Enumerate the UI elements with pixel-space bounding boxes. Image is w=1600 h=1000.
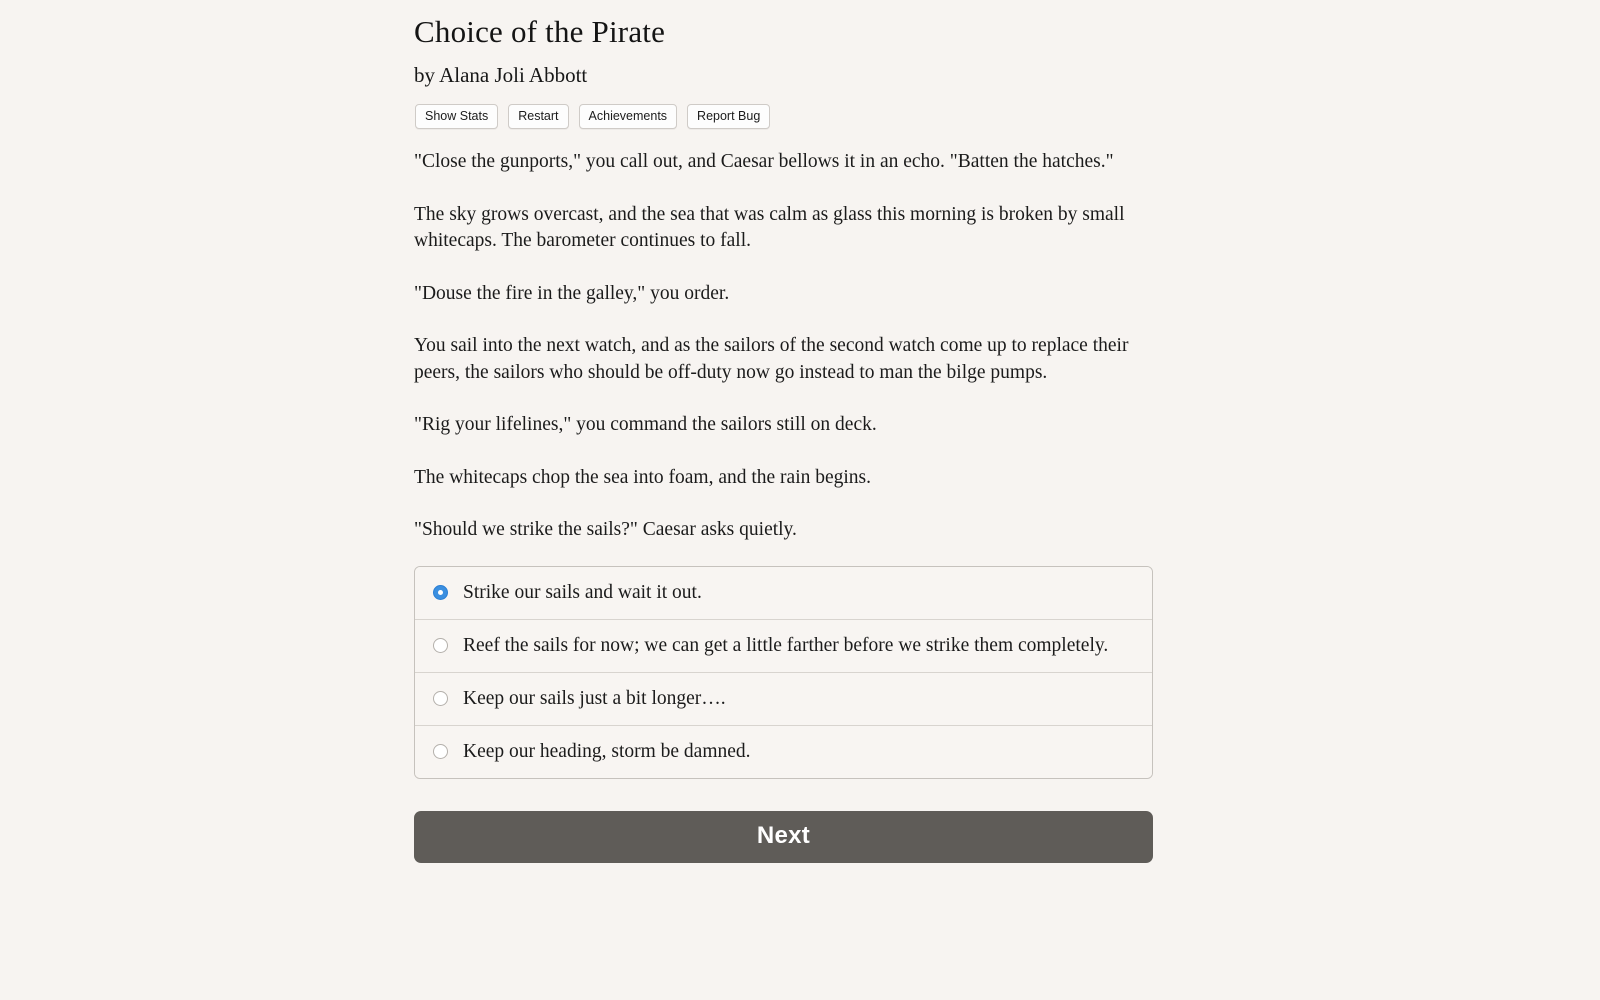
radio-button-icon[interactable] bbox=[433, 585, 448, 600]
story-paragraph: "Douse the fire in the galley," you order. bbox=[414, 282, 730, 304]
choice-label: Strike our sails and wait it out. bbox=[463, 581, 702, 603]
story-text bbox=[414, 129, 1155, 544]
choice-option[interactable] bbox=[415, 673, 1152, 726]
choice-option[interactable] bbox=[415, 620, 1152, 673]
radio-button-icon[interactable] bbox=[433, 691, 448, 706]
choice-label: Keep our sails just a bit longer…. bbox=[463, 687, 726, 709]
radio-button-icon[interactable] bbox=[433, 744, 448, 759]
choice-option[interactable] bbox=[415, 726, 1152, 778]
story-paragraph: "Should we strike the sails?" Caesar asks quietly. bbox=[414, 519, 797, 540]
content-column bbox=[414, 0, 1155, 863]
next-button[interactable]: Next bbox=[414, 811, 1153, 863]
choice-label: Reef the sails for now; we can get a little farther before we strike them completely. bbox=[463, 634, 1109, 656]
achievements-button[interactable]: Achievements bbox=[579, 104, 678, 129]
report-bug-button[interactable]: Report Bug bbox=[687, 104, 770, 129]
story-paragraph: "Rig your lifelines," you command the sailors still on deck. bbox=[414, 414, 877, 435]
toolbar bbox=[414, 88, 1155, 129]
story-paragraph: You sail into the next watch, and as the sailors of the second watch come up to replace their peers, the sailors who should be off-duty now go instead to man the bilge pumps. bbox=[414, 335, 1129, 383]
author-byline: by Alana Joli Abbott bbox=[414, 63, 588, 87]
story-paragraph: The whitecaps chop the sea into foam, and the rain begins. bbox=[414, 466, 872, 488]
restart-button[interactable]: Restart bbox=[508, 104, 568, 129]
radio-button-icon[interactable] bbox=[433, 638, 448, 653]
story-paragraph: "Close the gunports," you call out, and Caesar bellows it in an echo. "Batten the hatches." bbox=[414, 151, 1114, 172]
choice-list bbox=[414, 566, 1153, 779]
show-stats-button[interactable]: Show Stats bbox=[415, 104, 498, 129]
story-paragraph: The sky grows overcast, and the sea that was calm as glass this morning is broken by small whitecaps. The barometer continues to fall. bbox=[414, 203, 1125, 251]
choice-option[interactable] bbox=[415, 567, 1152, 620]
choice-label: Keep our heading, storm be damned. bbox=[463, 740, 751, 762]
page-title: Choice of the Pirate bbox=[414, 14, 666, 49]
